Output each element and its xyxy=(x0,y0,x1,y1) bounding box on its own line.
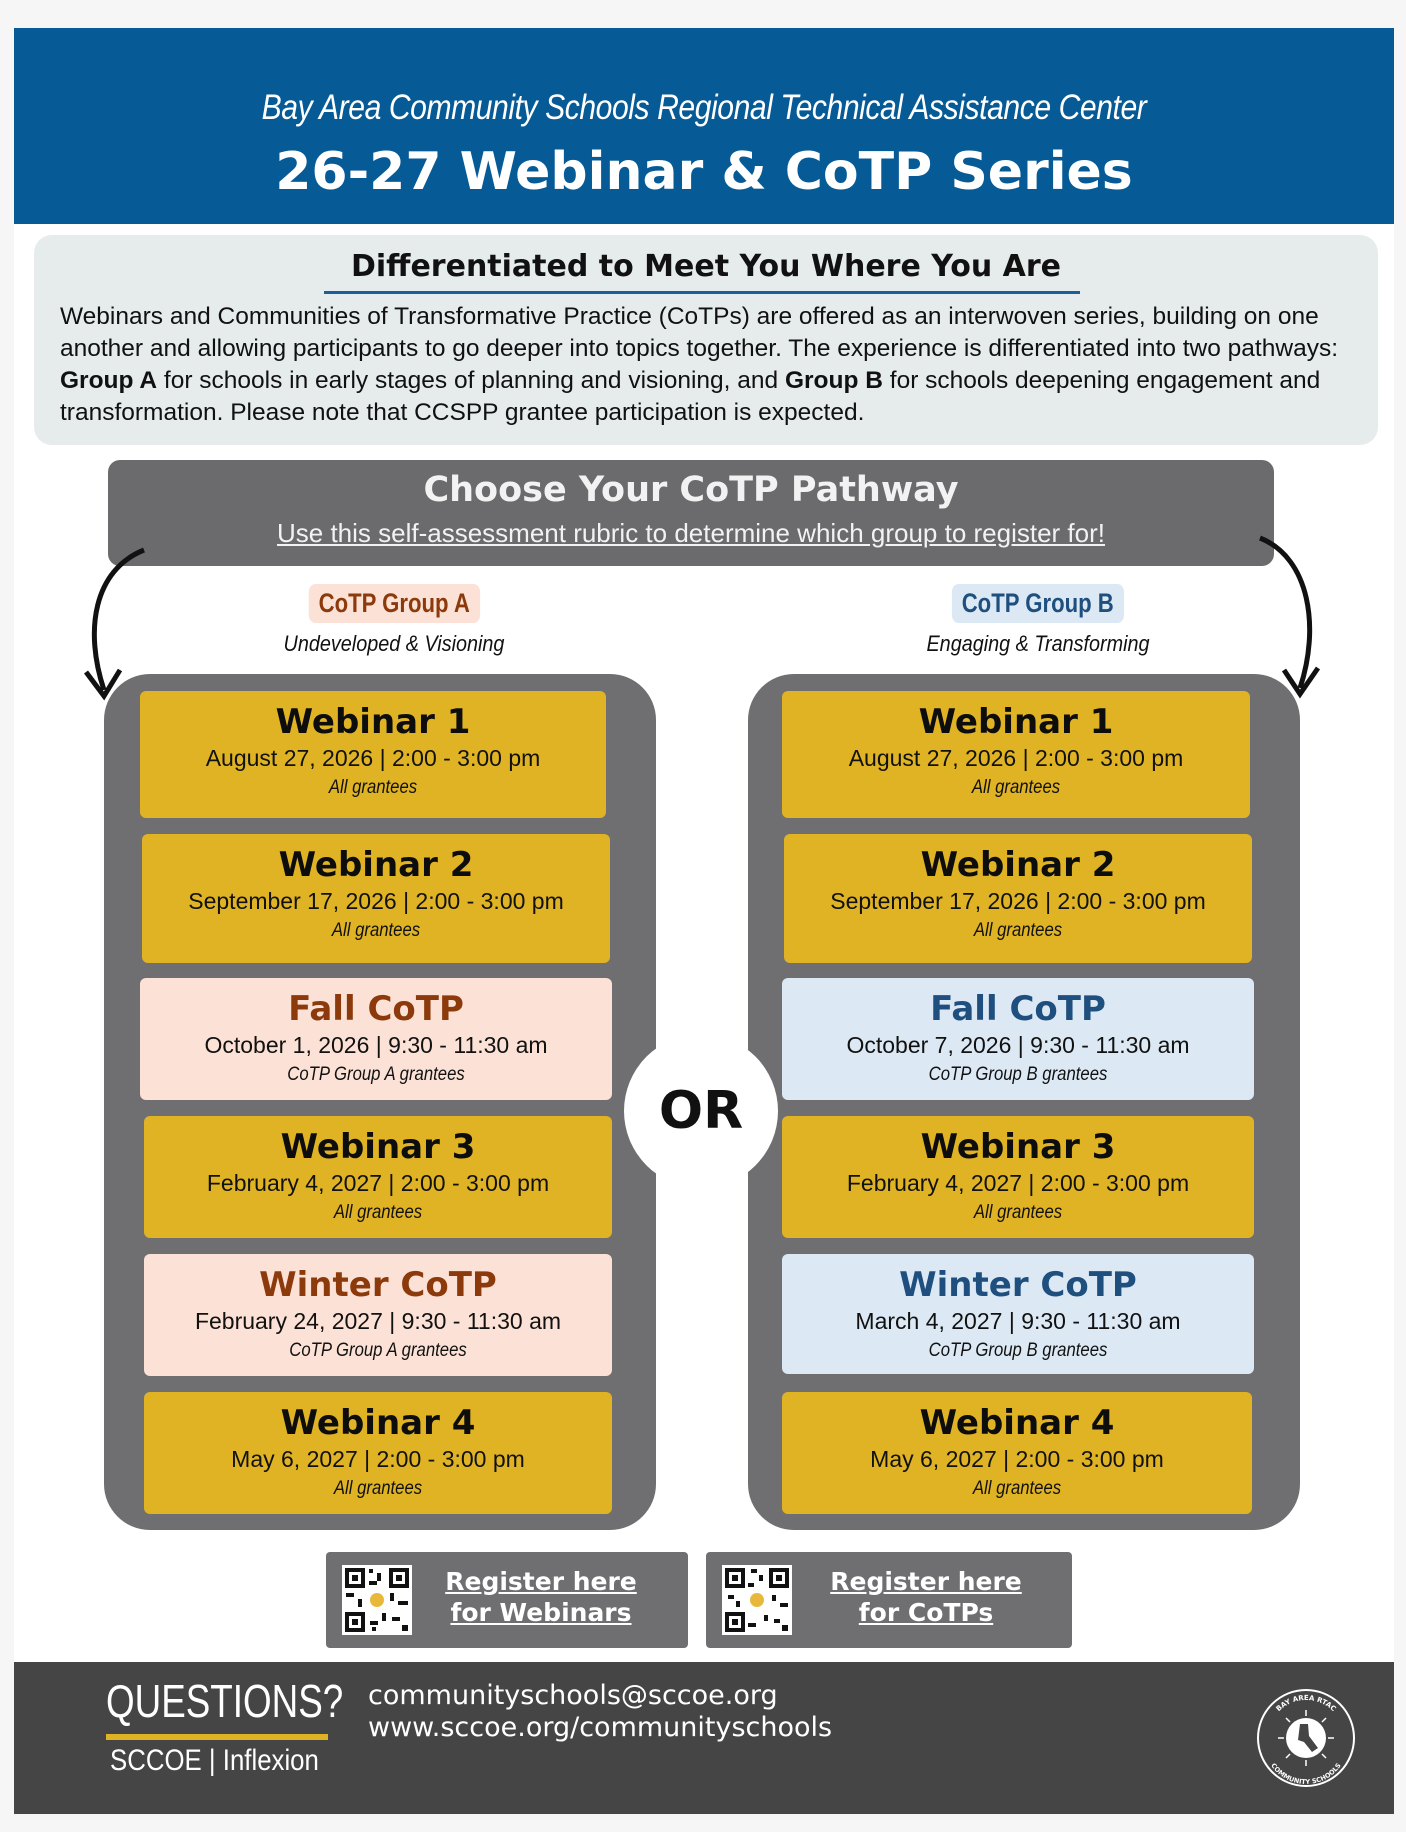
event-date: February 4, 2027 | 2:00 - 3:00 pm xyxy=(846,1170,1190,1196)
questions-heading: QUESTIONS? xyxy=(106,1675,344,1727)
event-card xyxy=(782,1254,1254,1374)
svg-text:COMMUNITY SCHOOLS: COMMUNITY SCHOOLS xyxy=(1269,1761,1343,1787)
intro-text-part: for schools in early stages of planning and visioning, and xyxy=(157,367,785,394)
register-line: for CoTPs xyxy=(858,1598,994,1627)
event-title: Fall CoTP xyxy=(288,989,464,1029)
event-title: Webinar 2 xyxy=(278,845,474,885)
event-title: Webinar 1 xyxy=(918,702,1114,742)
event-date: September 17, 2026 | 2:00 - 3:00 pm xyxy=(188,888,564,914)
contact-info xyxy=(368,1680,832,1744)
event-date: May 6, 2027 | 2:00 - 3:00 pm xyxy=(231,1446,525,1472)
event-card xyxy=(144,1254,612,1376)
contact-email[interactable]: communityschools@sccoe.org xyxy=(368,1680,778,1711)
register-webinars-label[interactable] xyxy=(426,1566,656,1628)
event-card xyxy=(140,978,612,1100)
register-webinars-button[interactable] xyxy=(326,1552,688,1648)
register-line: Register here xyxy=(830,1567,1022,1596)
event-audience: All grantees xyxy=(973,920,1063,941)
event-title: Webinar 4 xyxy=(280,1403,476,1443)
intro-text-part: Webinars and Communities of Transformative Practice (CoTPs) are offered as an interwoven series, building on one another and allowing participants to go deeper into topics together. The experience is differentiated into two pathways: xyxy=(60,303,1338,362)
event-date: May 6, 2027 | 2:00 - 3:00 pm xyxy=(870,1446,1164,1472)
group-a-badge: CoTP Group A xyxy=(309,584,480,623)
event-title: Winter CoTP xyxy=(259,1265,497,1305)
group-b-column xyxy=(748,674,1300,1530)
event-card xyxy=(784,834,1252,963)
event-card xyxy=(782,691,1250,818)
group-a-label xyxy=(204,584,584,657)
or-divider: OR xyxy=(624,1034,778,1188)
questions-underline xyxy=(106,1734,328,1740)
self-assessment-link[interactable]: Use this self-assessment rubric to determine which group to register for! xyxy=(276,518,1105,548)
pathway-banner xyxy=(108,460,1274,566)
header-banner xyxy=(14,28,1394,224)
event-audience: All grantees xyxy=(333,1478,423,1499)
header-subtitle: Bay Area Community Schools Regional Technical Assistance Center xyxy=(261,88,1147,127)
register-line: Register here xyxy=(445,1567,637,1596)
event-audience: All grantees xyxy=(331,920,421,941)
event-card xyxy=(140,691,606,818)
event-date: March 4, 2027 | 9:30 - 11:30 am xyxy=(855,1308,1181,1334)
intro-text xyxy=(60,301,1360,429)
event-audience: All grantees xyxy=(328,777,418,798)
event-audience: All grantees xyxy=(973,1202,1063,1223)
intro-panel xyxy=(34,235,1378,445)
svg-text:BAY AREA RTAC: BAY AREA RTAC xyxy=(1274,1693,1338,1714)
event-date: August 27, 2026 | 2:00 - 3:00 pm xyxy=(848,745,1184,771)
event-title: Winter CoTP xyxy=(899,1265,1137,1305)
contact-website[interactable]: www.sccoe.org/communityschools xyxy=(368,1712,833,1743)
event-title: Webinar 2 xyxy=(920,845,1116,885)
event-title: Fall CoTP xyxy=(930,989,1106,1029)
flyer-page xyxy=(14,28,1394,1814)
group-b-label xyxy=(848,584,1228,657)
group-a-emphasis: Group A xyxy=(60,367,158,394)
event-card xyxy=(782,1392,1252,1514)
organizations: SCCOE | Inflexion xyxy=(110,1744,319,1777)
qr-code-icon xyxy=(722,1565,792,1635)
event-title: Webinar 3 xyxy=(280,1127,476,1167)
event-title: Webinar 1 xyxy=(275,702,471,742)
event-card xyxy=(782,1116,1254,1238)
event-card xyxy=(782,978,1254,1100)
event-audience: CoTP Group B grantees xyxy=(928,1064,1108,1085)
register-cotps-button[interactable] xyxy=(706,1552,1072,1648)
heading-underline xyxy=(324,291,1080,294)
group-b-badge: CoTP Group B xyxy=(952,584,1124,623)
intro-heading: Differentiated to Meet You Where You Are xyxy=(350,249,1062,284)
event-audience: CoTP Group A grantees xyxy=(287,1064,465,1085)
footer xyxy=(14,1662,1394,1814)
group-a-column xyxy=(104,674,656,1530)
register-cotps-label[interactable] xyxy=(806,1566,1046,1628)
qr-code-icon xyxy=(342,1565,412,1635)
event-audience: All grantees xyxy=(333,1202,423,1223)
header-title: 26-27 Webinar & CoTP Series xyxy=(275,142,1133,202)
pathway-title: Choose Your CoTP Pathway xyxy=(423,470,959,510)
event-date: August 27, 2026 | 2:00 - 3:00 pm xyxy=(205,745,541,771)
event-card xyxy=(142,834,610,963)
event-card xyxy=(144,1116,612,1238)
event-audience: CoTP Group B grantees xyxy=(928,1340,1108,1361)
event-date: October 1, 2026 | 9:30 - 11:30 am xyxy=(204,1032,548,1058)
group-a-subtitle: Undeveloped & Visioning xyxy=(283,631,505,656)
event-date: February 4, 2027 | 2:00 - 3:00 pm xyxy=(206,1170,550,1196)
register-line: for Webinars xyxy=(450,1598,632,1627)
rtac-logo-icon xyxy=(1252,1684,1360,1792)
event-date: October 7, 2026 | 9:30 - 11:30 am xyxy=(846,1032,1190,1058)
event-card xyxy=(144,1392,612,1514)
intro-text-part: for schools deepening engagement and transformation. Please note that CCSPP grantee participation is expected. xyxy=(60,367,1321,426)
event-date: September 17, 2026 | 2:00 - 3:00 pm xyxy=(830,888,1206,914)
group-b-subtitle: Engaging & Transforming xyxy=(926,631,1150,656)
event-audience: CoTP Group A grantees xyxy=(289,1340,467,1361)
event-title: Webinar 4 xyxy=(919,1403,1115,1443)
event-audience: All grantees xyxy=(971,777,1061,798)
event-date: February 24, 2027 | 9:30 - 11:30 am xyxy=(194,1308,562,1334)
event-audience: All grantees xyxy=(972,1478,1062,1499)
group-b-emphasis: Group B xyxy=(784,367,883,394)
event-title: Webinar 3 xyxy=(920,1127,1116,1167)
